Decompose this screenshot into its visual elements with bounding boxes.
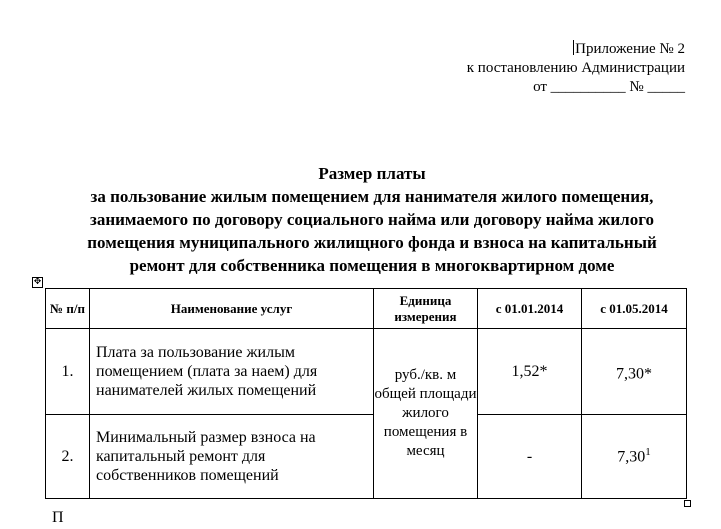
header-num: № п/п [46,289,90,329]
header-col1: с 01.01.2014 [478,289,582,329]
title-line-4: помещения муниципального жилищного фонда и взноса на капитальный [87,233,657,252]
row1-name: Плата за пользование жилым помещением (плата за наем) для нанимателей жилых помещений [90,329,374,415]
document-title [32,162,712,277]
table-resize-handle[interactable] [684,500,691,507]
row1-val1: 1,52* [478,329,582,415]
appendix-header [467,40,685,97]
row1-num: 1. [46,329,90,415]
table-row [46,329,687,415]
row2-num: 2. [46,415,90,499]
title-line-3: занимаемого по договору социального найма или договору найма жилого [89,210,654,229]
fees-table [45,288,687,499]
header-col2: с 01.05.2014 [582,289,687,329]
appendix-line-2: к постановлению Администрации [466,60,685,76]
appendix-line-3: от __________ № _____ [533,79,685,95]
next-paragraph-text: П [52,509,64,526]
header-name: Наименование услуг [90,289,374,329]
unit-cell: руб./кв. м общей площади жилого помещения в месяц [374,329,478,499]
row2-val2: 7,30$^1$ [582,415,687,499]
row1-val2: 7,30* [582,329,687,415]
table-row [46,415,687,499]
appendix-line-1: Приложение № 2 [575,41,685,57]
row2-val1: - [478,415,582,499]
title-line-5: ремонт для собственника помещения в многоквартирном доме [129,256,615,275]
row2-name: Минимальный размер взноса на капитальный ремонт для собственников помещений [90,415,374,499]
title-line-1: Размер платы [318,164,426,183]
table-move-handle-icon[interactable]: ✥ [33,277,42,287]
table-header-row [46,289,687,329]
title-line-2: за пользование жилым помещением для нанимателя жилого помещения, [90,187,654,206]
header-unit: Единица измерения [374,289,478,329]
